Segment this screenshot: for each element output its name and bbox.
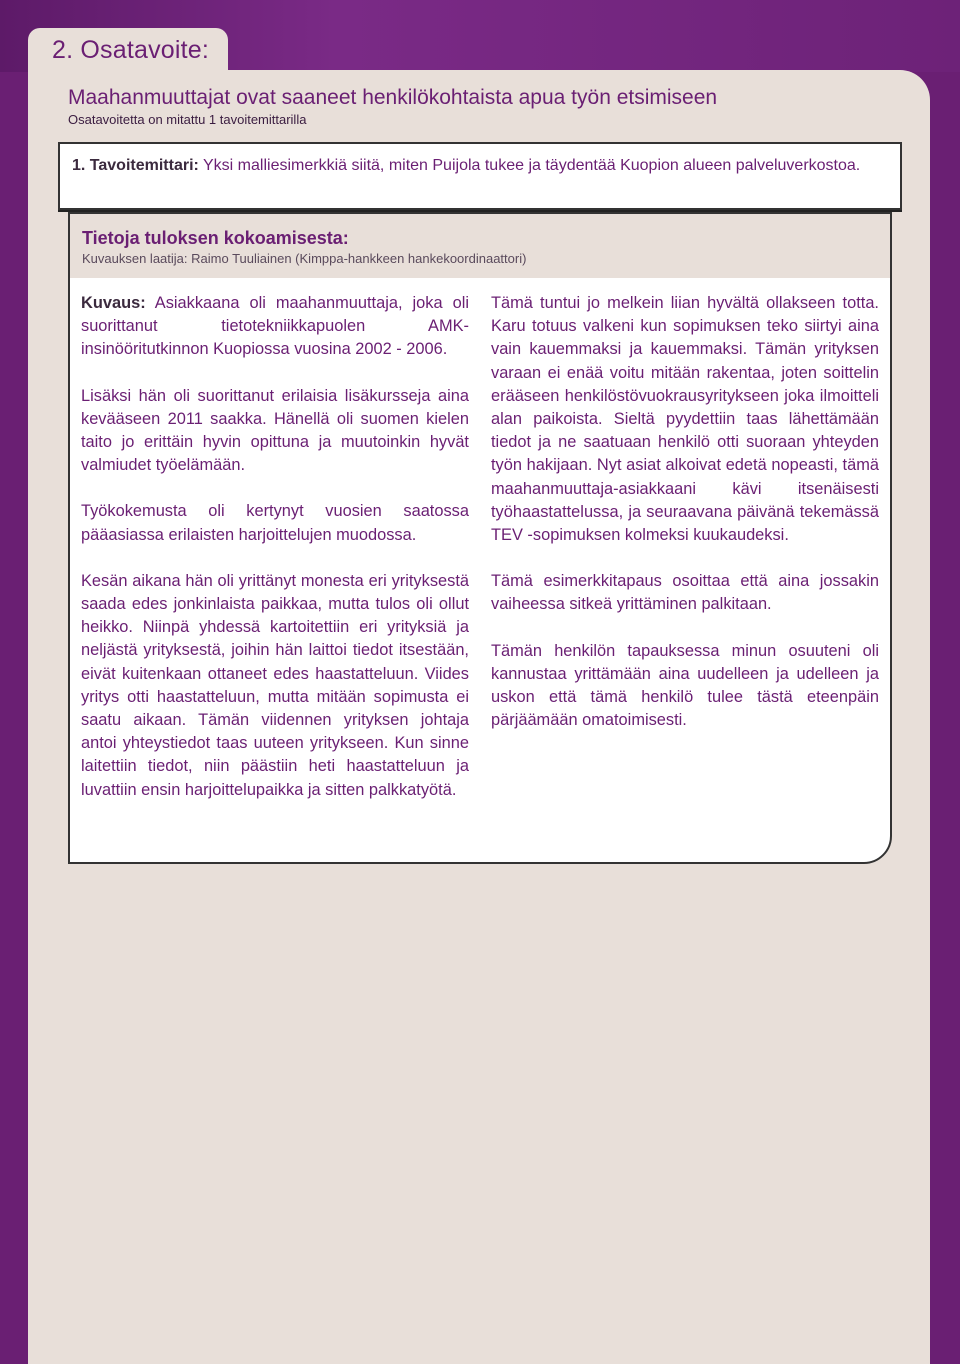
page-title: Maahanmuuttajat ovat saaneet henkilökohtaista apua työn etsimiseen (68, 86, 718, 109)
paragraph: Tämä tuntui jo melkein liian hyvältä ollakseen totta. Karu totuus valkeni kun sopimuksen teko siirtyi aina vain kauemmaksi ja kauemmaksi. Tämän yrityksen varaan ei enää voitu mitään rakentaa, joten soittelin erääseen henkilöstövuokrausyritykseen joka ilmoitteli alan paikoista. Sieltä pyydettiin taas lähettämään tiedot ja ne saatuaan henkilö otti suoraan yhteyden työn hakijaan. Nyt asiat alkoivat edetä nopeasti, tämä maahanmuuttaja-asiakkaani kävi itsenäisesti työhaastattelussa, ja seuraavana päivänä tekemässä TEV -sopimuksen kolmeksi kuukaudeksi. (491, 294, 879, 545)
result-right-column (491, 292, 879, 755)
paragraph: Lisäksi hän oli suorittanut erilaisia lisäkursseja aina kevääseen 2011 saakka. Hänellä oli suomen kielen taito jo erittäin hyvin opittuna ja muutoinkin hyvät valmiudet työelämään. (81, 386, 469, 475)
section-tab-label: 2. Osatavoite: (52, 36, 210, 64)
paragraph: Tämä esimerkkitapaus osoittaa että aina jossakin vaiheessa sitkeä yrittäminen palkitaan. (491, 572, 879, 614)
page-subtitle: Osatavoitetta on mitattu 1 tavoitemittarilla (68, 112, 307, 127)
result-left-column (81, 292, 469, 825)
paragraph-text: Asiakkaana oli maahanmuuttaja, joka oli suorittanut tietotekniikkapuolen AMK-insinööritutkinnon Kuopiossa vuosina 2002 - 2006. (81, 294, 469, 359)
paragraph: Työkokemusta oli kertynyt vuosien saatossa pääasiassa erilaisten harjoittelujen muodossa. (81, 502, 469, 544)
indicator-description: Yksi malliesimerkkiä siitä, miten Puijola tukee ja täydentää Kuopion alueen palveluverkostoa. (198, 157, 861, 174)
indicator-label: 1. Tavoitemittari: (72, 157, 199, 174)
result-title: Tietoja tuloksen kokoamisesta: (82, 228, 349, 248)
paragraph: Kesän aikana hän oli yrittänyt monesta eri yrityksestä saada edes jonkinlaista paikkaa, mutta tulos oli ollut heikko. Niinpä yhdessä kartoitettiin eri yrityksiä ja neljästä yrityksestä, joihin hän laittoi tiedot itsestään, eivät kuitenkaan ottaneet edes haastatteluun. Viides yritys otti haastatteluun, mutta mitään sopimusta ei saatu aikaan. Tämän viidennen yrityksen johtaja antoi yhteystiedot taas uuteen yritykseen. Kun sinne laitettiin tiedot, niin päästiin heti haastatteluun ja luvattiin ensin harjoittelupaikka ja sitten palkkatyötä. (81, 571, 469, 799)
paragraph (81, 292, 469, 362)
paragraph: Tämän henkilön tapauksessa minun osuuteni oli kannustaa yrittämään aina uudelleen ja udelleen ja uskon että tämä henkilö tulee tästä eteenpäin pärjäämään omatoimisesti. (491, 641, 879, 730)
result-author: Kuvauksen laatija: Raimo Tuuliainen (Kimppa-hankkeen hankekoordinaattori) (82, 251, 527, 266)
description-label: Kuvaus: (81, 294, 146, 312)
indicator-text (72, 154, 890, 178)
